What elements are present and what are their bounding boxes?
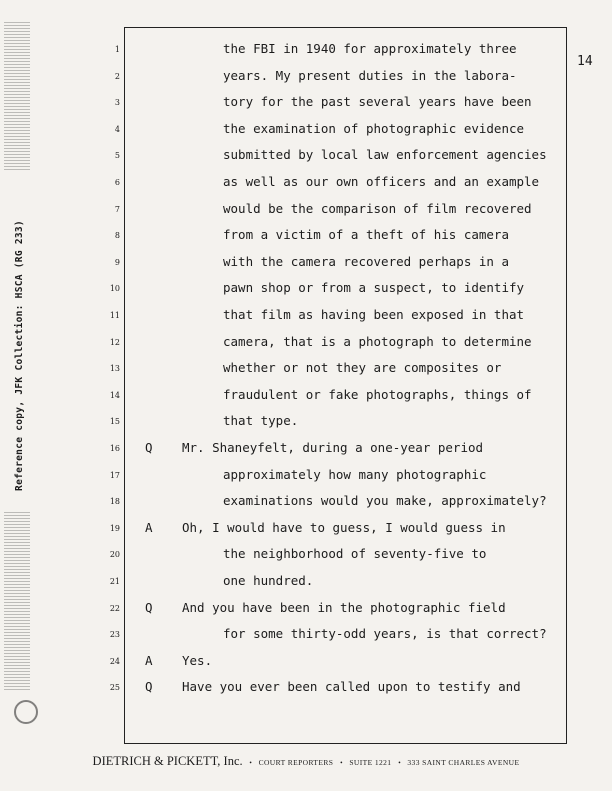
transcript-line bbox=[0, 519, 612, 546]
line-text: fraudulent or fake photographs, things of bbox=[223, 386, 532, 402]
transcript-line bbox=[0, 492, 612, 519]
footer-part-3: 333 SAINT CHARLES AVENUE bbox=[407, 758, 520, 767]
line-text: Oh, I would have to guess, I would guess in bbox=[182, 519, 506, 535]
bullet: • bbox=[340, 759, 343, 767]
line-text: with the camera recovered perhaps in a bbox=[223, 253, 509, 269]
speaker-marker: A bbox=[145, 652, 153, 668]
firm-name: DIETRICH & PICKETT, Inc. bbox=[92, 754, 243, 768]
line-number: 24 bbox=[109, 656, 120, 666]
bullet: • bbox=[398, 759, 401, 767]
line-text: as well as our own officers and an example bbox=[223, 174, 540, 189]
line-number: 18 bbox=[109, 497, 120, 507]
line-number: 12 bbox=[109, 337, 120, 347]
transcript-line bbox=[0, 306, 612, 333]
line-text: And you have been in the photographic field bbox=[182, 599, 506, 615]
bullet: • bbox=[249, 759, 252, 767]
footer-part-2: SUITE 1221 bbox=[349, 758, 392, 767]
speaker-marker: Q bbox=[145, 599, 153, 615]
line-text: would be the comparison of film recovered bbox=[223, 200, 532, 216]
transcript-line bbox=[0, 545, 612, 572]
line-text: submitted by local law enforcement agencies bbox=[223, 147, 547, 163]
transcript-line bbox=[0, 200, 612, 227]
transcript-line bbox=[0, 599, 612, 626]
archive-label-text: Reference copy, JFK Collection: HSCA (RG 233) bbox=[13, 219, 25, 491]
transcript-line bbox=[0, 439, 612, 466]
speaker-marker: A bbox=[145, 519, 153, 535]
line-number: 6 bbox=[114, 178, 120, 187]
line-number: 25 bbox=[109, 683, 120, 693]
transcript-line bbox=[0, 572, 612, 599]
line-text: the FBI in 1940 for approximately three bbox=[223, 41, 517, 56]
line-number: 16 bbox=[109, 444, 120, 453]
line-text: whether or not they are composites or bbox=[223, 360, 502, 376]
transcript-line bbox=[0, 40, 612, 67]
transcript-line bbox=[0, 386, 612, 413]
transcript-line bbox=[0, 652, 612, 679]
transcript-line bbox=[0, 333, 612, 360]
line-text: the examination of photographic evidence bbox=[223, 120, 525, 136]
line-text: years. My present duties in the labora- bbox=[223, 67, 517, 83]
line-number: 3 bbox=[114, 98, 120, 108]
line-text: examinations would you make, approximately? bbox=[223, 493, 547, 509]
line-number: 5 bbox=[114, 151, 120, 161]
transcript-line bbox=[0, 253, 612, 280]
line-number: 10 bbox=[109, 284, 120, 294]
footer-part-1: COURT REPORTERS bbox=[258, 758, 334, 767]
transcript-line bbox=[0, 120, 612, 147]
line-number: 15 bbox=[109, 417, 120, 427]
line-text: pawn shop or from a suspect, to identify bbox=[223, 280, 525, 296]
line-number: 8 bbox=[114, 231, 120, 241]
line-text: camera, that is a photograph to determine bbox=[223, 333, 532, 349]
transcript-line bbox=[0, 359, 612, 386]
line-text: one hundred. bbox=[223, 573, 314, 588]
line-text: that type. bbox=[223, 413, 299, 429]
transcript-line bbox=[0, 412, 612, 439]
transcript-line bbox=[0, 226, 612, 253]
speaker-marker: Q bbox=[145, 440, 153, 455]
line-number: 14 bbox=[109, 390, 120, 400]
page-number: 14 bbox=[577, 54, 593, 69]
transcript-line bbox=[0, 279, 612, 306]
transcript-line bbox=[0, 678, 612, 705]
line-text: approximately how many photographic bbox=[223, 466, 487, 482]
speaker-marker: Q bbox=[145, 679, 153, 695]
line-text: for some thirty-odd years, is that correct? bbox=[223, 626, 547, 642]
line-number: 17 bbox=[109, 470, 120, 480]
reporter-footer bbox=[0, 754, 612, 769]
line-number: 11 bbox=[109, 311, 120, 320]
line-text: Have you ever been called upon to testify and bbox=[182, 679, 521, 695]
line-number: 19 bbox=[109, 523, 120, 533]
transcript-line bbox=[0, 466, 612, 493]
line-text: Yes. bbox=[182, 652, 213, 668]
line-number: 2 bbox=[114, 71, 120, 81]
line-text: tory for the past several years have been bbox=[223, 94, 532, 110]
line-text: Mr. Shaneyfelt, during a one-year period bbox=[182, 440, 484, 455]
transcript-line bbox=[0, 173, 612, 200]
transcript-line bbox=[0, 67, 612, 94]
line-text: the neighborhood of seventy-five to bbox=[223, 546, 487, 562]
line-number: 4 bbox=[114, 124, 120, 134]
line-number: 7 bbox=[114, 204, 120, 214]
line-text: that film as having been exposed in that bbox=[223, 307, 525, 322]
line-number: 13 bbox=[109, 364, 120, 374]
line-number: 20 bbox=[109, 550, 120, 560]
line-number: 9 bbox=[114, 257, 120, 267]
line-number: 23 bbox=[109, 630, 120, 640]
line-number: 1 bbox=[114, 45, 120, 54]
line-number: 22 bbox=[109, 603, 120, 613]
transcript-line bbox=[0, 625, 612, 652]
line-number: 21 bbox=[109, 577, 120, 586]
line-text: from a victim of a theft of his camera bbox=[223, 227, 509, 243]
transcript-line bbox=[0, 146, 612, 173]
transcript-line bbox=[0, 93, 612, 120]
